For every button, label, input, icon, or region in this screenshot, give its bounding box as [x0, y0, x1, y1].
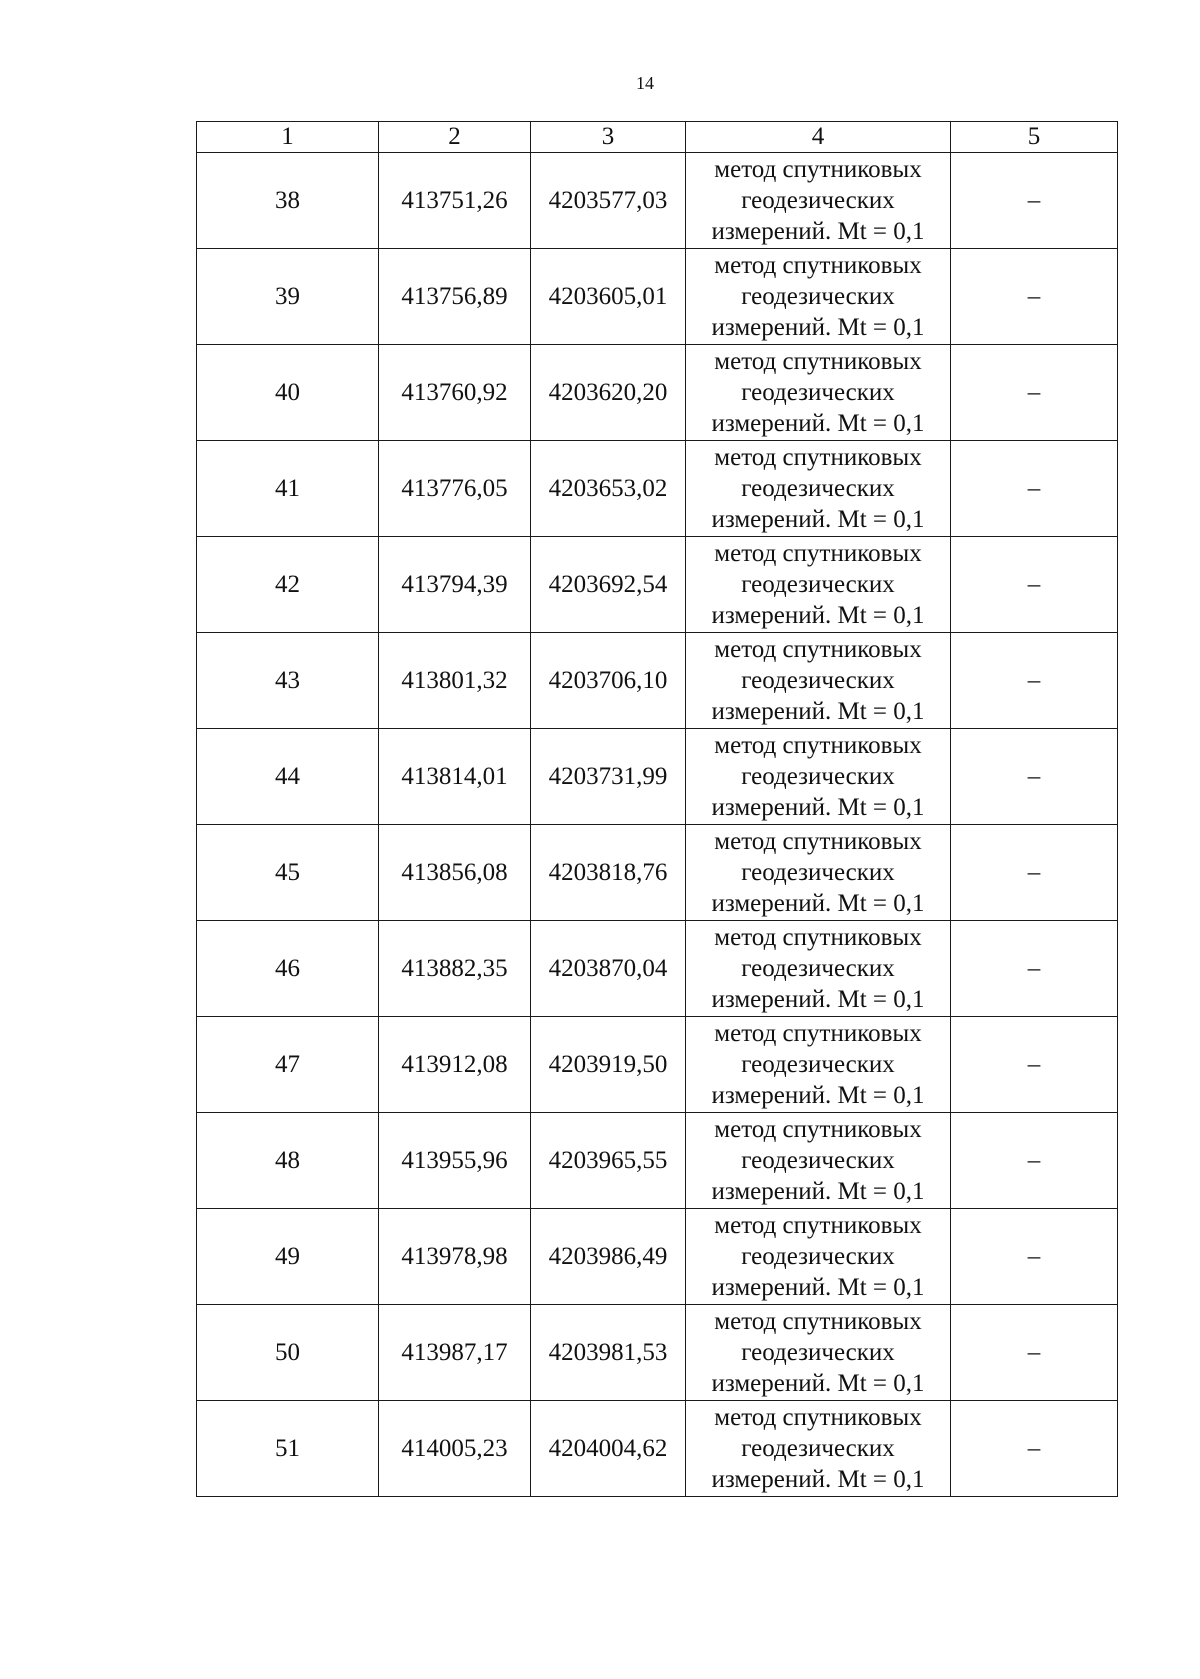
point-number-cell: 40: [197, 345, 379, 441]
method-line: геодезических: [741, 955, 895, 982]
method-line: измерений. Mt = 0,1: [711, 506, 925, 533]
method-line: измерений. Mt = 0,1: [711, 794, 925, 821]
note-cell: –: [951, 249, 1118, 345]
method-line: измерений. Mt = 0,1: [711, 986, 925, 1013]
method-line: измерений. Mt = 0,1: [711, 1178, 925, 1205]
method-line: геодезических: [741, 1147, 895, 1174]
y-coordinate-cell: 4203692,54: [531, 537, 686, 633]
method-cell: [686, 441, 951, 537]
table-row: [197, 1305, 1118, 1401]
method-line: метод спутниковых: [714, 252, 922, 279]
x-coordinate-cell: 413955,96: [379, 1113, 531, 1209]
method-line: метод спутниковых: [714, 1404, 922, 1431]
method-cell: [686, 153, 951, 249]
x-coordinate-cell: 413912,08: [379, 1017, 531, 1113]
column-header-2: 2: [379, 122, 531, 153]
method-cell: [686, 633, 951, 729]
table-row: [197, 1209, 1118, 1305]
method-line: геодезических: [741, 187, 895, 214]
x-coordinate-cell: 414005,23: [379, 1401, 531, 1497]
method-line: геодезических: [741, 571, 895, 598]
method-line: метод спутниковых: [714, 156, 922, 183]
note-cell: –: [951, 1017, 1118, 1113]
method-line: измерений. Mt = 0,1: [711, 1466, 925, 1493]
y-coordinate-cell: 4203919,50: [531, 1017, 686, 1113]
coordinates-table: [196, 121, 1118, 1497]
method-line: геодезических: [741, 1051, 895, 1078]
note-cell: –: [951, 441, 1118, 537]
table-row: [197, 537, 1118, 633]
method-line: геодезических: [741, 667, 895, 694]
method-line: метод спутниковых: [714, 444, 922, 471]
table-row: [197, 921, 1118, 1017]
column-header-4: 4: [686, 122, 951, 153]
point-number-cell: 51: [197, 1401, 379, 1497]
method-line: метод спутниковых: [714, 348, 922, 375]
method-line: геодезических: [741, 763, 895, 790]
y-coordinate-cell: 4203731,99: [531, 729, 686, 825]
method-line: метод спутниковых: [714, 1212, 922, 1239]
method-cell: [686, 1401, 951, 1497]
table-row: [197, 825, 1118, 921]
method-line: измерений. Mt = 0,1: [711, 890, 925, 917]
x-coordinate-cell: 413760,92: [379, 345, 531, 441]
point-number-cell: 50: [197, 1305, 379, 1401]
page-number: 14: [636, 73, 654, 93]
method-line: метод спутниковых: [714, 828, 922, 855]
y-coordinate-cell: 4203577,03: [531, 153, 686, 249]
method-line: метод спутниковых: [714, 1116, 922, 1143]
note-cell: –: [951, 729, 1118, 825]
table-row: [197, 729, 1118, 825]
header-row: [197, 122, 1118, 153]
note-cell: –: [951, 633, 1118, 729]
note-cell: –: [951, 345, 1118, 441]
note-cell: –: [951, 825, 1118, 921]
point-number-cell: 41: [197, 441, 379, 537]
note-cell: –: [951, 1113, 1118, 1209]
method-cell: [686, 921, 951, 1017]
method-cell: [686, 345, 951, 441]
method-line: геодезических: [741, 283, 895, 310]
y-coordinate-cell: 4204004,62: [531, 1401, 686, 1497]
point-number-cell: 39: [197, 249, 379, 345]
table-row: [197, 633, 1118, 729]
method-line: геодезических: [741, 859, 895, 886]
point-number-cell: 44: [197, 729, 379, 825]
note-cell: –: [951, 1401, 1118, 1497]
method-cell: [686, 537, 951, 633]
column-header-3: 3: [531, 122, 686, 153]
method-line: геодезических: [741, 379, 895, 406]
column-header-5: 5: [951, 122, 1118, 153]
note-cell: –: [951, 921, 1118, 1017]
method-cell: [686, 1209, 951, 1305]
note-cell: –: [951, 153, 1118, 249]
method-cell: [686, 1113, 951, 1209]
table-row: [197, 249, 1118, 345]
x-coordinate-cell: 413794,39: [379, 537, 531, 633]
method-cell: [686, 825, 951, 921]
method-line: измерений. Mt = 0,1: [711, 1370, 925, 1397]
y-coordinate-cell: 4203986,49: [531, 1209, 686, 1305]
x-coordinate-cell: 413756,89: [379, 249, 531, 345]
point-number-cell: 47: [197, 1017, 379, 1113]
table-row: [197, 441, 1118, 537]
note-cell: –: [951, 537, 1118, 633]
method-line: метод спутниковых: [714, 924, 922, 951]
y-coordinate-cell: 4203818,76: [531, 825, 686, 921]
table-row: [197, 345, 1118, 441]
y-coordinate-cell: 4203605,01: [531, 249, 686, 345]
y-coordinate-cell: 4203653,02: [531, 441, 686, 537]
x-coordinate-cell: 413801,32: [379, 633, 531, 729]
method-cell: [686, 249, 951, 345]
x-coordinate-cell: 413978,98: [379, 1209, 531, 1305]
table-row: [197, 1017, 1118, 1113]
table-body: [197, 153, 1118, 1497]
table-row: [197, 1401, 1118, 1497]
point-number-cell: 45: [197, 825, 379, 921]
method-line: метод спутниковых: [714, 540, 922, 567]
column-header-1: 1: [197, 122, 379, 153]
method-line: геодезических: [741, 475, 895, 502]
method-line: метод спутниковых: [714, 1308, 922, 1335]
y-coordinate-cell: 4203870,04: [531, 921, 686, 1017]
method-line: геодезических: [741, 1339, 895, 1366]
method-line: измерений. Mt = 0,1: [711, 410, 925, 437]
method-line: метод спутниковых: [714, 732, 922, 759]
point-number-cell: 43: [197, 633, 379, 729]
method-line: измерений. Mt = 0,1: [711, 698, 925, 725]
x-coordinate-cell: 413814,01: [379, 729, 531, 825]
x-coordinate-cell: 413882,35: [379, 921, 531, 1017]
point-number-cell: 42: [197, 537, 379, 633]
method-line: геодезических: [741, 1435, 895, 1462]
method-cell: [686, 1017, 951, 1113]
method-line: метод спутниковых: [714, 1020, 922, 1047]
table-row: [197, 1113, 1118, 1209]
y-coordinate-cell: 4203981,53: [531, 1305, 686, 1401]
method-cell: [686, 1305, 951, 1401]
x-coordinate-cell: 413751,26: [379, 153, 531, 249]
method-line: метод спутниковых: [714, 636, 922, 663]
note-cell: –: [951, 1305, 1118, 1401]
point-number-cell: 48: [197, 1113, 379, 1209]
method-line: измерений. Mt = 0,1: [711, 314, 925, 341]
note-cell: –: [951, 1209, 1118, 1305]
x-coordinate-cell: 413856,08: [379, 825, 531, 921]
y-coordinate-cell: 4203706,10: [531, 633, 686, 729]
method-line: геодезических: [741, 1243, 895, 1270]
x-coordinate-cell: 413776,05: [379, 441, 531, 537]
y-coordinate-cell: 4203620,20: [531, 345, 686, 441]
method-line: измерений. Mt = 0,1: [711, 602, 925, 629]
method-cell: [686, 729, 951, 825]
point-number-cell: 46: [197, 921, 379, 1017]
method-line: измерений. Mt = 0,1: [711, 218, 925, 245]
table-header: [197, 122, 1118, 153]
table-row: [197, 153, 1118, 249]
method-line: измерений. Mt = 0,1: [711, 1082, 925, 1109]
y-coordinate-cell: 4203965,55: [531, 1113, 686, 1209]
x-coordinate-cell: 413987,17: [379, 1305, 531, 1401]
method-line: измерений. Mt = 0,1: [711, 1274, 925, 1301]
point-number-cell: 38: [197, 153, 379, 249]
point-number-cell: 49: [197, 1209, 379, 1305]
